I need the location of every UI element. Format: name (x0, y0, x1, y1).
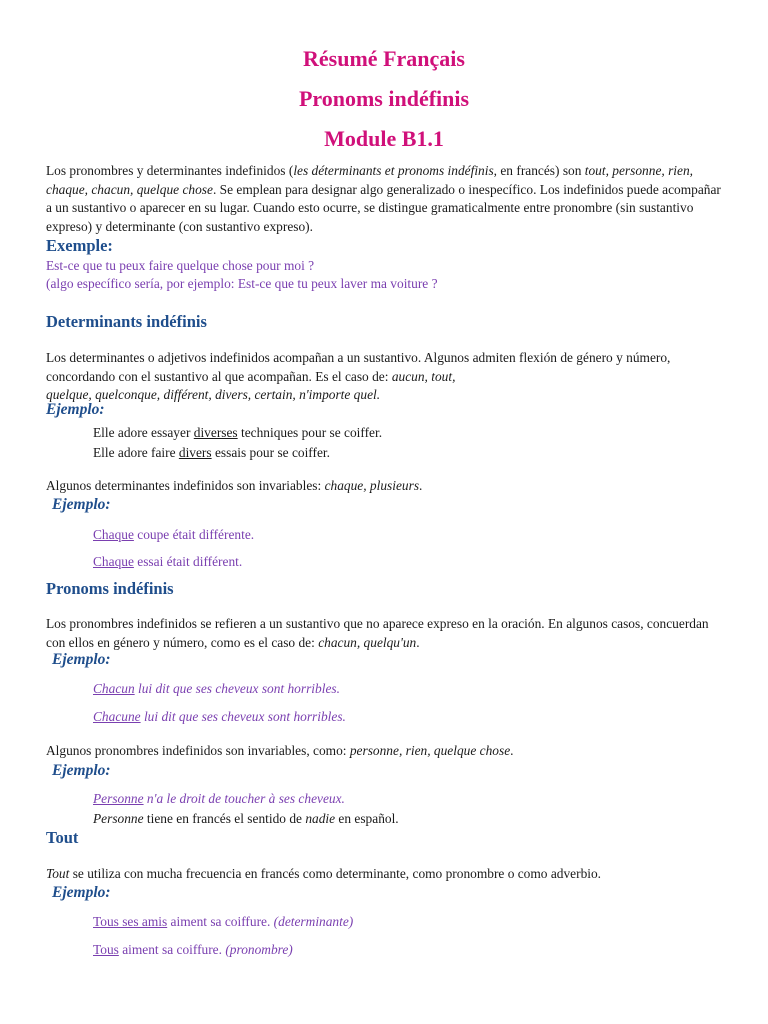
pronoms-ejemplo-2: Ejemplo: (52, 762, 111, 779)
document-title: Résumé Français (303, 46, 465, 71)
pronoms-invariables-paragraph: Algunos pronombres indefinidos son invariables, como: personne, rien, quelque chose. (46, 743, 514, 758)
determinants-invariables-paragraph: Algunos determinantes indefinidos son invariables: chaque, plusieurs. (46, 478, 423, 493)
exemple-heading: Exemple: (46, 236, 113, 255)
module-label: Module B1.1 (324, 126, 444, 151)
tout-example-1: Tous ses amis aiment sa coiffure. (determinante) (93, 914, 354, 929)
pronoms-heading: Pronoms indéfinis (46, 579, 174, 598)
determinants-ejemplo-1: Ejemplo: (46, 401, 105, 418)
tout-ejemplo: Ejemplo: (52, 884, 111, 901)
pronoms-note: Personne tiene en francés el sentido de nadie en español. (93, 811, 399, 826)
pronoms-example-2: Chacune lui dit que ses cheveux sont horribles. (93, 709, 346, 724)
determinants-example-3: Chaque coupe était différente. (93, 527, 255, 542)
tout-heading: Tout (46, 828, 79, 847)
pronoms-example-1: Chacun lui dit que ses cheveux sont horribles. (93, 681, 340, 696)
exemple-line-1: Est-ce que tu peux faire quelque chose pour moi ? (46, 258, 315, 273)
document-subtitle: Pronoms indéfinis (298, 86, 470, 111)
tout-example-2: Tous aiment sa coiffure. (pronombre) (93, 942, 293, 957)
intro-paragraph: Los pronombres y determinantes indefinidos (les déterminants et pronoms indéfinis, en francés) son tout, personne, rien, chaque, chacun, quelque chose. Se emplean para designar algo generalizado o inespecífico. Los indefinidos puede acompañar a un sustantivo o aparecer en su lugar. Cuando esto ocurre, se distingue gramaticalmente entre pronombre (sin sustantivo expreso) y determinante (con sustantivo expreso). (46, 163, 721, 234)
determinants-paragraph: Los determinantes o adjetivos indefinidos acompañan a un sustantivo. Algunos admiten flexión de género y número, concordando con el sustantivo al que acompañan. Es el caso de: aucun, tout, quelque, quelconque, différent, divers, certain, n'importe quel. (46, 350, 671, 402)
determinants-ejemplo-2: Ejemplo: (52, 496, 111, 513)
determinants-example-2: Elle adore faire divers essais pour se coiffer. (93, 445, 330, 460)
determinants-example-4: Chaque essai était différent. (93, 554, 243, 569)
determinants-example-1: Elle adore essayer diverses techniques pour se coiffer. (93, 425, 383, 440)
pronoms-example-3: Personne n'a le droit de toucher à ses cheveux. (93, 791, 345, 806)
pronoms-ejemplo-1: Ejemplo: (52, 651, 111, 668)
pronoms-paragraph: Los pronombres indefinidos se refieren a un sustantivo que no aparece expreso en la oración. En algunos casos, concuerdan con ellos en género y número, como es el caso de: chacun, quelqu'un. (46, 616, 709, 650)
determinants-heading: Determinants indéfinis (46, 312, 207, 331)
tout-paragraph: Tout se utiliza con mucha frecuencia en francés como determinante, como pronombre o como adverbio. (46, 866, 602, 881)
exemple-line-2: (algo específico sería, por ejemplo: Est-ce que tu peux laver ma voiture ? (46, 276, 438, 291)
